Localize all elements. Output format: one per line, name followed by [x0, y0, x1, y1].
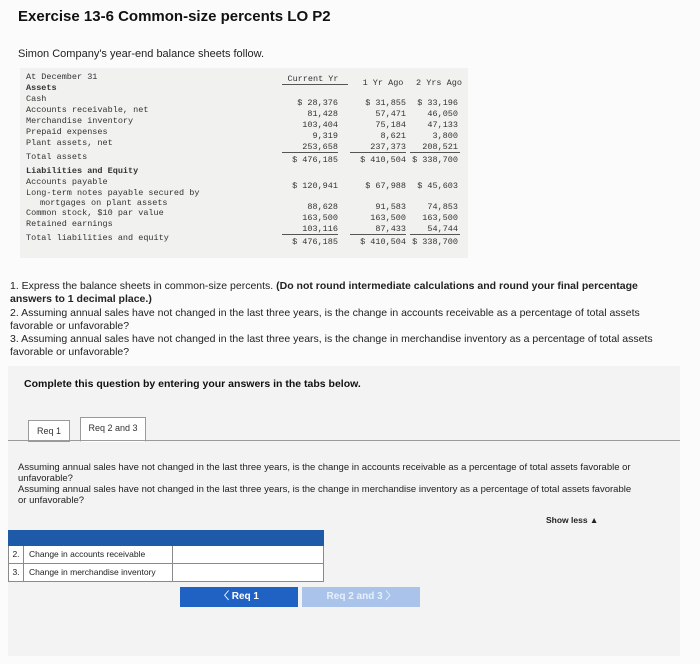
cell: 54,744 — [427, 224, 458, 234]
question-2: 2. Assuming annual sales have not changed in the last three years, is the change in accounts receivable as a percentage of total assets favorable or unfavorable? — [10, 307, 640, 332]
cell: $ 410,504 — [360, 155, 406, 165]
tab-req-1[interactable]: Req 1 — [28, 420, 70, 442]
answer-label: Change in accounts receivable — [29, 549, 146, 559]
cell: 103,116 — [302, 224, 338, 234]
cell: 88,628 — [307, 202, 338, 212]
row-label-cont: mortgages on plant assets — [40, 198, 168, 208]
cell: $ 28,376 — [297, 98, 338, 108]
answer-index: 3. — [9, 564, 24, 581]
tab-req-2-and-3[interactable]: Req 2 and 3 — [80, 417, 146, 442]
answer-table-header — [8, 530, 324, 546]
row-label: Cash — [26, 94, 47, 104]
prev-req-button[interactable]: 〈 Req 1 — [180, 587, 298, 607]
cell: $ 410,504 — [360, 237, 406, 247]
assumption-text-1: Assuming annual sales have not changed in the last three years, is the change in accounts receivable as a percentage of total assets favorable or unfavorable? — [18, 462, 631, 484]
col-2-yrs-ago: 2 Yrs Ago — [416, 78, 462, 88]
cell: $ 476,185 — [292, 237, 338, 247]
page-title: Exercise 13-6 Common-size percents LO P2 — [18, 8, 331, 25]
row-label: Accounts receivable, net — [26, 105, 149, 115]
cell: 57,471 — [375, 109, 406, 119]
cell: $ 120,941 — [292, 181, 338, 191]
row-label: Retained earnings — [26, 219, 113, 229]
cell: 9,319 — [312, 131, 338, 141]
question-1 — [10, 280, 680, 306]
cell: 74,853 — [427, 202, 458, 212]
row-label: Total assets — [26, 152, 88, 162]
cell: $ 476,185 — [292, 155, 338, 165]
col-current-yr: Current Yr — [287, 74, 339, 84]
cell: 253,658 — [302, 142, 338, 152]
question-3: 3. Assuming annual sales have not changed in the last three years, is the change in merchandise inventory as a percentage of total assets favorable or unfavorable? — [10, 333, 653, 358]
col-1-yr-ago: 1 Yr Ago — [362, 78, 404, 88]
at-december-label: At December 31 — [26, 72, 98, 82]
cell: 163,500 — [302, 213, 338, 223]
cell: 103,404 — [302, 120, 338, 130]
cell: 46,050 — [427, 109, 458, 119]
answer-select-ar[interactable] — [172, 546, 323, 563]
question-1-text: 1. Express the balance sheets in common-size percents. — [10, 280, 277, 292]
cell: 87,433 — [375, 224, 406, 234]
cell: 163,500 — [370, 213, 406, 223]
tab-divider — [8, 440, 680, 441]
tab-panel — [8, 366, 680, 656]
cell: 91,583 — [375, 202, 406, 212]
liabilities-heading: Liabilities and Equity — [26, 166, 139, 176]
assumption-text-2: Assuming annual sales have not changed in the last three years, is the change in merchandise inventory as a percentage of total assets favorable or unfavorable? — [18, 484, 632, 506]
row-label: Total liabilities and equity — [26, 233, 169, 243]
row-label: Common stock, $10 par value — [26, 208, 164, 218]
cell: $ 45,603 — [417, 181, 458, 191]
assumption-text — [18, 462, 638, 506]
assets-heading: Assets — [26, 83, 57, 93]
answer-table — [8, 530, 324, 582]
cell: 163,500 — [422, 213, 458, 223]
cell: $ 67,988 — [365, 181, 406, 191]
cell: $ 338,700 — [412, 155, 458, 165]
answer-row — [8, 546, 324, 564]
cell: 8,621 — [380, 131, 406, 141]
row-label: Prepaid expenses — [26, 127, 108, 137]
row-label: Plant assets, net — [26, 138, 113, 148]
complete-instruction: Complete this question by entering your answers in the tabs below. — [24, 378, 361, 390]
cell: 3,800 — [432, 131, 458, 141]
balance-sheet — [20, 68, 468, 258]
answer-select-inventory[interactable] — [172, 564, 323, 581]
question-1-instruction: (Do not round intermediate calculations and round your final percentage answers to 1 decimal place.) — [10, 280, 638, 305]
answer-index: 2. — [9, 546, 24, 563]
row-label: Merchandise inventory — [26, 116, 134, 126]
cell: $ 33,196 — [417, 98, 458, 108]
answer-label: Change in merchandise inventory — [29, 567, 156, 577]
cell: $ 31,855 — [365, 98, 406, 108]
cell: 75,184 — [375, 120, 406, 130]
intro-text: Simon Company's year-end balance sheets follow. — [18, 48, 265, 60]
cell: 237,373 — [370, 142, 406, 152]
row-label: Long-term notes payable secured by — [26, 188, 200, 198]
cell: 81,428 — [307, 109, 338, 119]
row-label: Accounts payable — [26, 177, 108, 187]
cell: 208,521 — [422, 142, 458, 152]
next-req-button[interactable]: Req 2 and 3 〉 — [302, 587, 420, 607]
answer-row — [8, 564, 324, 582]
show-less-link[interactable]: Show less ▲ — [546, 515, 599, 525]
cell: 47,133 — [427, 120, 458, 130]
cell: $ 338,700 — [412, 237, 458, 247]
